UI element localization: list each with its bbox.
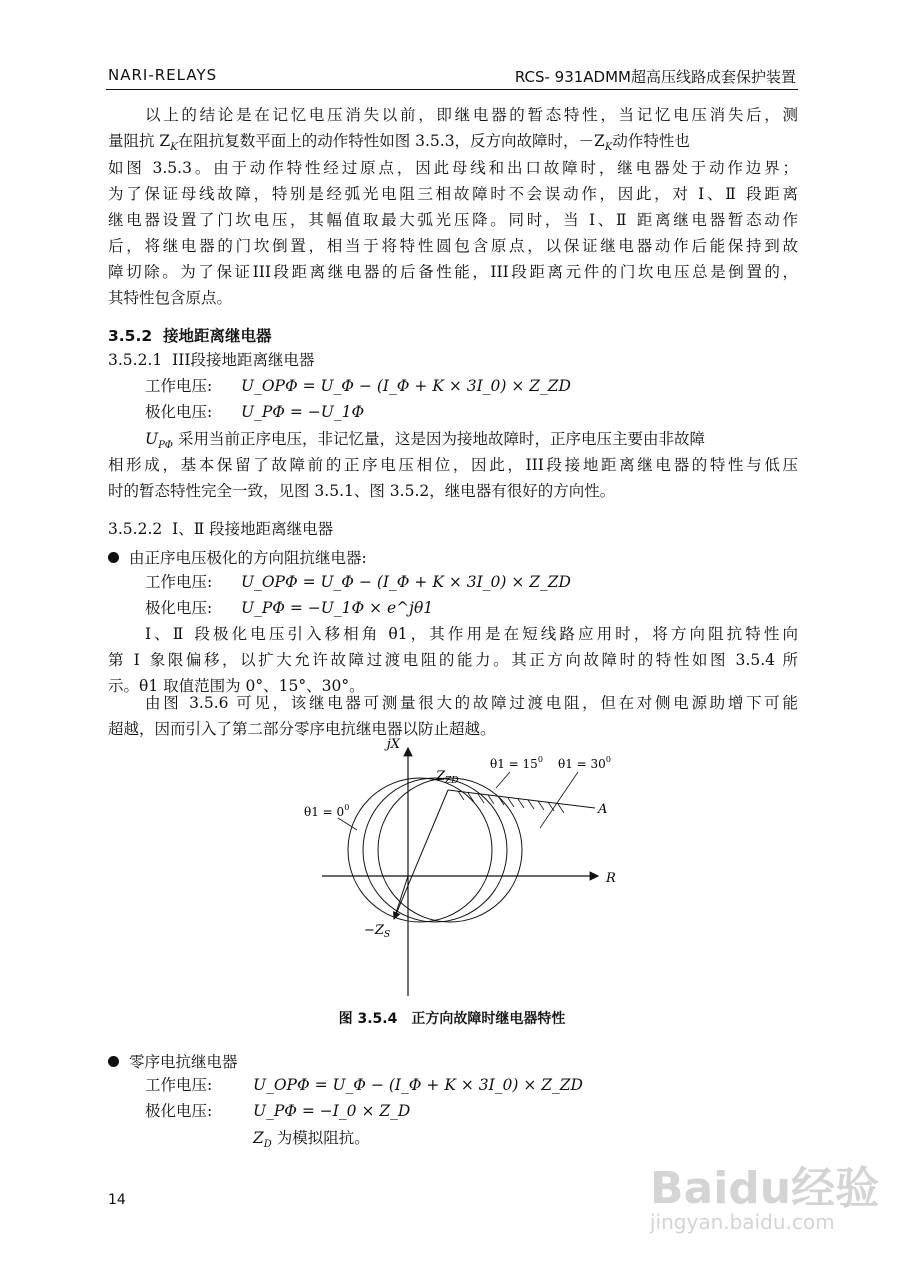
axis-x-label: R xyxy=(606,871,616,886)
label-zzd: $Z_{ZD}$ xyxy=(436,769,459,786)
watermark-url: jingyan.baidu.com xyxy=(650,1210,835,1234)
section-3-5-2-1: 3.5.2.1 III段接地距离继电器 xyxy=(108,351,315,369)
section-3-5-2: 3.5.2 接地距离继电器 xyxy=(108,327,272,345)
label-theta-15: $\theta 1 = 15^0$ xyxy=(490,755,543,771)
circle-theta-0 xyxy=(348,778,492,922)
para4-line-1: 由图 3.5.6 可见，该继电器可测量很大的故障过渡电阻，但在对侧电源助增下可能 xyxy=(145,694,798,712)
para1-line-7: 障切除。为了保证III段距离继电器的后备性能，III段距离元件的门坎电压总是倒置的， xyxy=(108,263,798,281)
figure-3-5-4 xyxy=(300,738,630,1000)
page-number: 14 xyxy=(108,1192,126,1208)
circle-theta-15 xyxy=(363,778,507,922)
para3-line-3: 示。θ1 取值范围为 0°、15°、30°。 xyxy=(108,677,365,695)
para1-line-5: 继电器设置了门坎电压，其幅值取最大弧光压降。同时，当 Ⅰ、Ⅱ 距离继电器暂态动作 xyxy=(108,211,798,229)
formula3-work: 工作电压: U_OPΦ = U_Φ − (I_Φ + K × 3I_0) × Z_ZD xyxy=(145,1076,583,1094)
label-a: A xyxy=(598,802,608,817)
para1-line-4: 为了保证母线故障，特别是经弧光电阻三相故障时不会误动作，因此，对 Ⅰ、Ⅱ 段距离 xyxy=(108,185,798,203)
figure-caption: 图 3.5.4 正方向故障时继电器特性 xyxy=(338,1011,566,1027)
para3-line-2: 第 Ⅰ 象限偏移，以扩大允许故障过渡电阻的能力。其正方向故障时的特性如图 3.5.4 所 xyxy=(108,651,798,669)
para1-line-6: 后，将继电器的门坎倒置，相当于将特性圆包含原点，以保证继电器动作后能保持到故 xyxy=(108,237,798,255)
formula3-note: $Z_D$ 为模拟阻抗。 xyxy=(253,1129,370,1151)
impedance-vector xyxy=(394,790,448,919)
header-right: RCS- 931ADMM超高压线路成套保护装置 xyxy=(514,68,796,86)
para1-line-2: 量阻抗 $Z_K$在阻抗复数平面上的动作特性如图 3.5.3，反方向故障时，$-Z_K$动作特性也 xyxy=(108,132,690,154)
para1-line-3: 如图 3.5.3。由于动作特性经过原点，因此母线和出口故障时，继电器处于动作边界； xyxy=(108,159,798,177)
para1-line-1: 以上的结论是在记忆电压消失以前，即继电器的暂态特性，当记忆电压消失后，测 xyxy=(145,106,798,124)
para3-line-1: Ⅰ、Ⅱ 段极化电压引入移相角 θ1，其作用是在短线路应用时，将方向阻抗特性向 xyxy=(145,625,798,643)
formula1-work: 工作电压: U_OPΦ = U_Φ − (I_Φ + K × 3I_0) × Z_ZD xyxy=(145,377,571,395)
para4-line-2: 超越，因而引入了第二部分零序电抗继电器以防止超越。 xyxy=(108,720,496,738)
para2-line-3: 时的暂态特性完全一致，见图 3.5.1、图 3.5.2，继电器有很好的方向性。 xyxy=(108,482,616,500)
header-left: NARI-RELAYS xyxy=(108,66,218,84)
formula2-work: 工作电压: U_OPΦ = U_Φ − (I_Φ + K × 3I_0) × Z_ZD xyxy=(145,573,571,591)
bullet-2: 零序电抗继电器 xyxy=(108,1050,238,1072)
formula3-pol: 极化电压: U_PΦ = −I_0 × Z_D xyxy=(145,1102,411,1120)
label-theta-30: $\theta 1 = 30^0$ xyxy=(558,755,611,771)
hatching xyxy=(458,791,564,813)
formula2-pol: 极化电压: U_PΦ = −U_1Φ × e^jθ1 xyxy=(145,599,434,617)
line-a xyxy=(448,790,595,808)
para2-line-1: $U_{P\Phi}$ 采用当前正序电压，非记忆量，这是因为接地故障时，正序电压主要由非故障 xyxy=(145,430,705,452)
formula1-pol: 极化电压: U_PΦ = −U_1Φ xyxy=(145,403,365,421)
watermark-logo: Baidu经验 xyxy=(650,1163,880,1214)
bullet-1: 由正序电压极化的方向阻抗继电器: xyxy=(108,546,367,568)
section-3-5-2-2: 3.5.2.2 Ⅰ、Ⅱ 段接地距离继电器 xyxy=(108,520,334,538)
label-theta-0: $\theta 1 = 0^0$ xyxy=(304,803,350,819)
para1-line-8: 其特性包含原点。 xyxy=(108,289,233,307)
bullet-dot-icon xyxy=(108,1056,119,1067)
axis-y-label: jX xyxy=(386,738,400,752)
bullet-dot-icon xyxy=(108,552,119,563)
para2-line-2: 相形成，基本保留了故障前的正序电压相位，因此，III段接地距离继电器的特性与低压 xyxy=(108,456,798,474)
label-zs: $-Z_S$ xyxy=(364,923,391,940)
header-rule xyxy=(106,89,798,90)
